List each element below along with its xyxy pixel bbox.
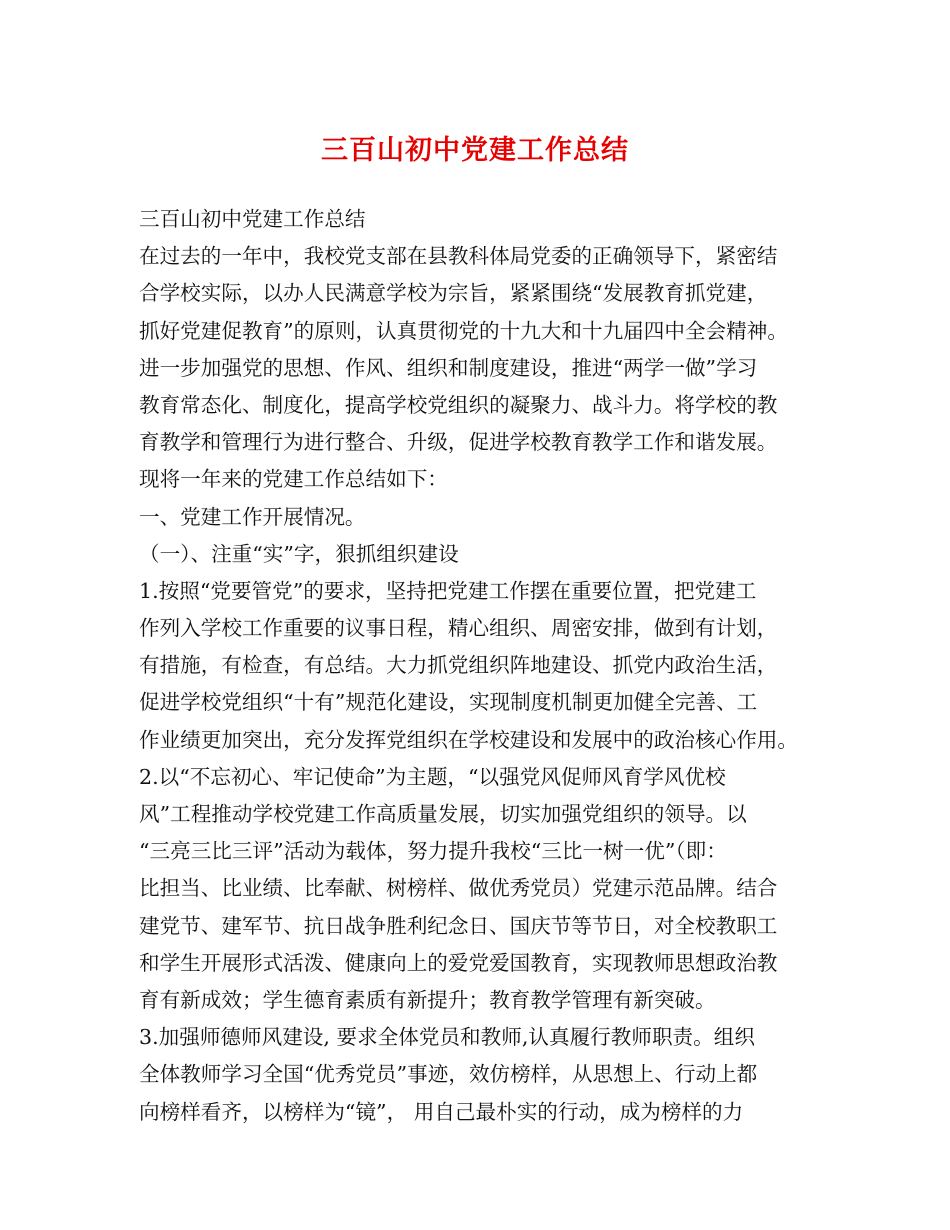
text-line: 一、党建工作开展情况。 <box>139 504 366 529</box>
text-line: 在过去的一年中，我校党支部在县教科体局党委的正确领导下，紧密结 <box>139 244 778 269</box>
text-line: 教育常态化、制度化，提高学校党组织的凝聚力、战斗力。将学校的教 <box>139 392 778 417</box>
text-line: 2.以“不忘初心、牢记使命”为主题，“以强党风促师风育学风优校 <box>139 764 726 789</box>
text-line: 有措施，有检查，有总结。大力抓党组织阵地建设、抓党内政治生活， <box>139 653 778 678</box>
text-line: 作业绩更加突出，充分发挥党组织在学校建设和发展中的政治核心作用。 <box>139 727 798 752</box>
text-line: 建党节、建军节、抗日战争胜利纪念日、国庆节等节日，对全校教职工 <box>139 913 778 938</box>
text-line: 抓好党建促教育”的原则，认真贯彻党的十九大和十九届四中全会精神。 <box>139 318 788 343</box>
document-body <box>139 201 829 1131</box>
text-line: 育教学和管理行为进行整合、升级，促进学校教育教学工作和谐发展。 <box>139 430 778 455</box>
text-line: 3.加强师德师风建设, 要求全体党员和教师,认真履行教师职责。组织 <box>139 1025 755 1050</box>
text-line: 进一步加强党的思想、作风、组织和制度建设，推进“两学一做”学习 <box>139 355 758 380</box>
text-line: 1.按照“党要管党”的要求，坚持把党建工作摆在重要位置，把党建工 <box>139 578 757 603</box>
text-line: 和学生开展形式活泼、健康向上的爱党爱国教育，实现教师思想政治教 <box>139 950 778 975</box>
text-line: （一）、注重“实”字，狠抓组织建设 <box>139 541 459 566</box>
text-line: 三百山初中党建工作总结 <box>139 207 366 231</box>
text-line: 现将一年来的党建工作总结如下： <box>139 467 448 492</box>
text-line: 全体教师学习全国“优秀党员”事迹，效仿榜样，从思想上、行动上都 <box>139 1062 758 1087</box>
text-line: 合学校实际，以办人民满意学校为宗旨，紧紧围绕“发展教育抓党建， <box>139 281 768 306</box>
text-line: 比担当、比业绩、比奉献、树榜样、做优秀党员）党建示范品牌。结合 <box>139 876 778 901</box>
document-title: 三百山初中党建工作总结 <box>321 135 629 166</box>
text-line: 作列入学校工作重要的议事日程，精心组织、周密安排，做到有计划， <box>139 616 778 641</box>
text-line: 向榜样看齐，以榜样为“镜”， 用自己最朴实的行动，成为榜样的力 <box>139 1099 744 1124</box>
text-line: 育有新成效；学生德育素质有新提升；教育教学管理有新突破。 <box>139 987 716 1012</box>
text-line: “三亮三比三评”活动为载体，努力提升我校“三比一树一优”（即： <box>139 839 727 864</box>
text-line: 风”工程推动学校党建工作高质量发展，切实加强党组织的领导。以 <box>139 802 747 826</box>
text-line: 促进学校党组织“十有”规范化建设，实现制度机制更加健全完善、工 <box>139 690 758 715</box>
